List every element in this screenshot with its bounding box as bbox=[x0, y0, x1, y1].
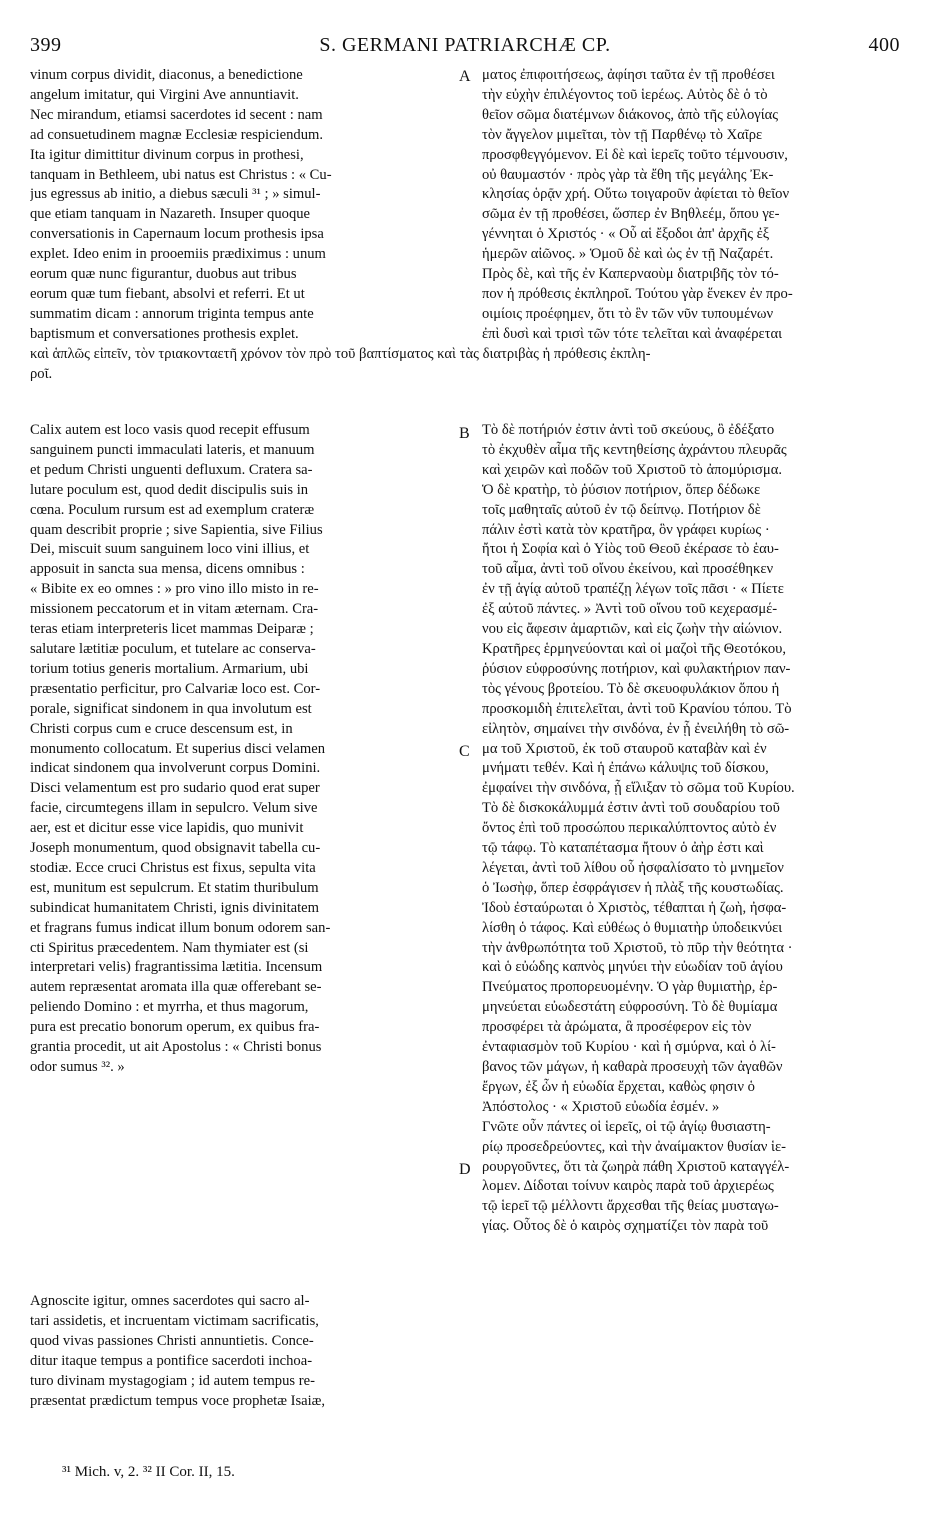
latin-text-line: præsentatio perficitur, pro Calvariæ loco est. Cor- bbox=[30, 680, 321, 697]
latin-text-line: subindicat humanitatem Christi, ignis divinitatem bbox=[30, 899, 320, 916]
greek-text-line: οιμίοις προέφημεν, ὅτι τὸ ἓν τῶν νῦν τυπουμένων bbox=[482, 305, 774, 322]
greek-text-line: τῷ τάφῳ. Τὸ καταπέτασμα ἤτουν ὁ ἀὴρ ἐστι καὶ bbox=[482, 840, 764, 857]
latin-text-line: Christi corpus cum e cruce descensum est, in bbox=[30, 720, 293, 737]
greek-text-line: προσκομιδὴ ἐπιτελεῖται, ἀντὶ τοῦ Κρανίου τόπου. Τὸ bbox=[482, 700, 792, 717]
latin-text-line: explet. Ideo enim in prooemiis prædiximus : unum bbox=[30, 246, 326, 263]
running-header bbox=[30, 34, 900, 60]
latin-text-line: vinum corpus dividit, diaconus, a benedictione bbox=[30, 67, 303, 83]
greek-text-line: τὴν ἀνθρωπότητα τοῦ Χριστοῦ, τὸ πῦρ τὴν θεότητα · bbox=[482, 939, 793, 956]
greek-text-line: καὶ ὁ εὐώδης καπνὸς μηνύει τὴν εὐωδίαν τοῦ ἁγίου bbox=[482, 959, 783, 976]
latin-text-line: ditur itaque tempus a pontifice sacerdoti inchoa- bbox=[30, 1352, 313, 1369]
greek-text-line: τὸ ἐκχυθὲν αἷμα τῆς κεντηθείσης ἀχράντου πλευρᾶς bbox=[482, 441, 787, 458]
greek-text-line: τοῦ αἷμα, ἀντὶ τοῦ οἴνου ἐκείνου, καὶ προσέθηκεν bbox=[482, 561, 774, 578]
latin-text-line: que etiam tanquam in Nazareth. Insuper quoque bbox=[30, 206, 311, 223]
latin-text-line: jus egressus ab initio, a diebus sæculi ³¹ ; » simul- bbox=[30, 186, 321, 203]
latin-text-line: turo divinam mystagogiam ; id autem tempus re- bbox=[30, 1372, 315, 1389]
greek-text-line: ρίῳ προσεδρεύοντες, καὶ τὴν ἀναίμακτον θυσίαν ἱε- bbox=[482, 1138, 786, 1155]
greek-text-line: μηνεύεται εὐωδεστάτη εὐφροσύνη. Τὸ δὲ θυμίαμα bbox=[482, 999, 778, 1016]
greek-full-width-line bbox=[30, 345, 902, 385]
page-number-right: 400 bbox=[868, 34, 900, 56]
greek-text-line: λίσθη ὁ τάφος. Καὶ εὐθέως ὁ θυμιατὴρ ὑποδεικνύει bbox=[482, 919, 783, 936]
greek-text-line: ῥύσιον εὐφροσύνης ποτήριον, καὶ φυλακτήριον παν- bbox=[482, 660, 791, 677]
greek-text-line: τὸς γένους βροτείου. Τὸ δὲ σκευοφυλάκιον ὅπου ἡ bbox=[482, 680, 780, 697]
greek-text-line: γίας. Οὗτος δὲ ὁ καιρὸς σχηματίζει τὸν παρὰ τοῦ bbox=[482, 1218, 769, 1235]
section-marker-a: A bbox=[459, 68, 471, 85]
latin-text-line: stodiæ. Ecce cruci Christus est fixus, sepulta vita bbox=[30, 859, 316, 876]
greek-text-line: μνήματι τεθέν. Καὶ ἡ ἐπάνω κάλυψις τοῦ δίσκου, bbox=[482, 760, 769, 777]
latin-text-line: grantia procedit, ut ait Apostolus : « Christi bonus bbox=[30, 1039, 322, 1056]
latin-text-line: et fragrans fumus indicat illum bonum odorem san- bbox=[30, 919, 331, 936]
greek-text-line: τῷ ἱερεῖ τῷ μέλλοντι ἄρχεσθαι τῆς θείας μυσταγω- bbox=[482, 1198, 779, 1215]
footnotes: ³¹ Mich. v, 2. ³² II Cor. II, 15. bbox=[62, 1464, 235, 1480]
latin-text-line: quod vivas passiones Christi annuntietis. Conce- bbox=[30, 1332, 314, 1349]
latin-text-line: baptismum et conversationes prothesis explet. bbox=[30, 325, 299, 342]
greek-text-line: πάλιν ἐστὶ κατὰ τὸν κρατῆρα, ὃν γράφει κυρίως · bbox=[482, 521, 770, 538]
latin-text-line: cœna. Poculum rursum est ad exemplum crateræ bbox=[30, 501, 315, 518]
greek-text-line: ἤτοι ἡ Σοφία καὶ ὁ Υἱὸς τοῦ Θεοῦ ἐκέρασε τὸ ἑαυ- bbox=[482, 541, 779, 558]
latin-text-line: facie, circumtegens illam in sepulcro. Velum sive bbox=[30, 800, 318, 817]
latin-column-bottom bbox=[30, 1292, 460, 1411]
latin-text-line: missionem peccatorum et in vitam æternam. Cra- bbox=[30, 601, 319, 618]
greek-text-line: τοῖς μαθηταῖς αὐτοῦ ἐν τῷ δείπνῳ. Ποτήριον δὲ bbox=[482, 501, 761, 518]
latin-text-line: Ita igitur dimittitur divinum corpus in prothesi, bbox=[30, 146, 304, 163]
latin-text-line: indicat sindonem qua involverunt corpus Domini. bbox=[30, 760, 321, 777]
latin-text-line: peliendo Domino : et myrrha, et thus magorum, bbox=[30, 999, 309, 1016]
greek-text-line: γέννηται ὁ Χριστός · « Οὗ αἱ ἔξοδοι ἀπ' ἀρχῆς ἐξ bbox=[482, 226, 770, 243]
page-number-left: 399 bbox=[30, 34, 62, 56]
greek-column-middle bbox=[482, 421, 902, 1237]
greek-text-line: θεῖον σῶμα διατέμνων διάκονος, ἀπὸ τῆς εὐλογίας bbox=[482, 106, 779, 123]
greek-text-line: νου εἰς ἄφεσιν ἁμαρτιῶν, καὶ εἰς ζωὴν τὴν αἰώνιον. bbox=[482, 621, 783, 638]
greek-text-line: Κρατῆρες ἑρμηνεύονται καὶ οἱ μαζοὶ τῆς Θεοτόκου, bbox=[482, 640, 787, 657]
latin-text-line: aer, est et dicitur esse vice lapidis, quo munivit bbox=[30, 820, 304, 837]
running-title: S. GERMANI PATRIARCHÆ CP. bbox=[319, 34, 611, 56]
greek-text-line: Πνεύματος προπορευομένην. Ὁ γὰρ θυμιατὴρ, ἑρ- bbox=[482, 979, 778, 996]
latin-column-top bbox=[30, 66, 460, 345]
latin-text-line: angelum imitatur, qui Virgini Ave annuntiavit. bbox=[30, 86, 299, 103]
latin-text-line: eorum quæ nunc figurantur, duobus aut tribus bbox=[30, 266, 297, 283]
latin-text-line: eorum quæ tum fiebant, absolvi et referri. Et ut bbox=[30, 285, 305, 302]
latin-text-line: lutare poculum est, quod dedit discipulis suis in bbox=[30, 481, 309, 498]
greek-text-line: ματος ἐπιφοιτήσεως, ἀφίησι ταῦτα ἐν τῇ προθέσει bbox=[482, 67, 775, 83]
latin-text-line: tari assidetis, et incruentam victimam sacrificatis, bbox=[30, 1312, 319, 1329]
greek-text-line: Γνῶτε οὖν πάντες οἱ ἱερεῖς, οἱ τῷ ἁγίῳ θυσιαστη- bbox=[482, 1118, 771, 1135]
latin-text-line: conversationis in Capernaum locum prothesis ipsa bbox=[30, 226, 324, 243]
greek-text-line: ὁ Ἰωσὴφ, ὅπερ ἐσφράγισεν ἡ πλὰξ τῆς κουστωδίας. bbox=[482, 879, 784, 896]
greek-text-line: καὶ ἁπλῶς εἰπεῖν, τὸν τριακονταετῆ χρόνον τὸν πρὸ τοῦ βαπτίσματος καὶ τὰς διατριβὰς ἡ πρόθεσις ἐκπλη- bbox=[30, 346, 651, 362]
latin-text-line: porale, significat sindonem in qua involutum est bbox=[30, 700, 312, 717]
greek-text-line: ἐνταφιασμὸν τοῦ Κυρίου · καὶ ἡ σμύρνα, καὶ ὁ λί- bbox=[482, 1039, 776, 1056]
greek-text-line: Ἀπόστολος · « Χριστοῦ εὐωδία ἐσμέν. » bbox=[482, 1098, 720, 1115]
latin-text-line: et pedum Christi unguenti defluxum. Cratera sa- bbox=[30, 461, 313, 478]
greek-text-line: πον ἡ πρόθεσις ἐκπληροῖ. Τούτου γὰρ ἕνεκεν ἐν προ- bbox=[482, 285, 793, 302]
greek-column-top bbox=[482, 66, 902, 345]
latin-text-line: apposuit in sancta sua mensa, dicens omnibus : bbox=[30, 561, 305, 578]
greek-text-line: βανος τῶν μάγων, ἡ καθαρὰ προσευχὴ τῶν ἀγαθῶν bbox=[482, 1059, 783, 1075]
greek-text-line: καὶ χειρῶν καὶ ποδῶν τοῦ Χριστοῦ τὸ ἀπομύρισμα. bbox=[482, 461, 783, 478]
greek-text-line: Ἰδοὺ ἐσταύρωται ὁ Χριστὸς, τέθαπται ἡ ζωὴ, ἠσφα- bbox=[482, 899, 787, 916]
greek-text-line: μα τοῦ Χριστοῦ, ἐκ τοῦ σταυροῦ καταβὰν καὶ ἐν bbox=[482, 740, 767, 757]
latin-text-line: teras etiam interpreteris licet mammas Deiparæ ; bbox=[30, 621, 314, 638]
latin-text-line: summatim dicam : annorum triginta tempus ante bbox=[30, 305, 314, 322]
latin-text-line: Dei, miscuit suum sanguinem loco vini illius, et bbox=[30, 541, 310, 558]
greek-text-line: Τὸ δὲ ποτήριόν ἐστιν ἀντὶ τοῦ σκεύους, ὃ ἐδέξατο bbox=[482, 422, 775, 438]
latin-text-line: Nec mirandum, etiamsi sacerdotes id secent : nam bbox=[30, 106, 323, 123]
latin-text-line: autem repræsentat aromata illa quæ offerebant se- bbox=[30, 979, 322, 996]
latin-text-line: est, munitum est sepulcrum. Et statim thuribulum bbox=[30, 879, 319, 896]
latin-text-line: torium totius generis mortalium. Armarium, ubi bbox=[30, 660, 309, 677]
latin-text-line: salutare lætitiæ poculum, et tutelare ac conserva- bbox=[30, 640, 316, 657]
greek-text-line: λέγεται, ἀντὶ τοῦ λίθου οὗ ἠσφαλίσατο τὸ μνημεῖον bbox=[482, 859, 784, 876]
latin-text-line: interpretari velis) fragrantissima lætitia. Incensum bbox=[30, 959, 323, 976]
section-marker-d: D bbox=[459, 1161, 471, 1178]
greek-text-line: σῶμα ἐν τῇ προθέσει, ὥσπερ ἐν Βηθλεέμ, ὅπου γε- bbox=[482, 206, 780, 223]
greek-text-line: προσφέρει τὰ ἀρώματα, ἃ προσέφερον εἰς τὸν bbox=[482, 1019, 752, 1036]
greek-text-line: κλησίας ὁρᾷν χρή. Οὕτω τοιγαροῦν ἀφίεται τὸ θεῖον bbox=[482, 186, 790, 203]
latin-text-line: monumento collocatum. Et superius disci velamen bbox=[30, 740, 326, 757]
latin-text-line: Calix autem est loco vasis quod recepit effusum bbox=[30, 422, 310, 438]
greek-text-line: ὄντος ἐπὶ τοῦ προσώπου περικαλύπτοντος αὐτὸ ἐν bbox=[482, 820, 777, 837]
latin-text-line: pura est precatio bonorum operum, ex quibus fra- bbox=[30, 1019, 320, 1036]
latin-text-line: præsentat prædictum tempus voce prophetæ Isaiæ, bbox=[30, 1392, 326, 1409]
section-marker-c: C bbox=[459, 743, 470, 760]
greek-text-line: ἐν τῇ ἁγίᾳ αὐτοῦ τραπέζῃ λέγων τοῖς πᾶσι · « Πίετε bbox=[482, 581, 784, 598]
latin-text-line: odor sumus ³². » bbox=[30, 1059, 125, 1075]
greek-text-line: τὴν εὐχὴν ἐπιλέγοντος τοῦ ἱερέως. Αὐτὸς δὲ ὁ τὸ bbox=[482, 86, 768, 103]
greek-text-line: ἐξ αὐτοῦ πάντες. » Ἀντὶ τοῦ οἴνου τοῦ κεχερασμέ- bbox=[482, 601, 778, 618]
latin-text-line: Agnoscite igitur, omnes sacerdotes qui sacro al- bbox=[30, 1293, 310, 1309]
greek-text-line: Ὁ δὲ κρατὴρ, τὸ ῥύσιον ποτήριον, ὅπερ δέδωκε bbox=[482, 481, 761, 498]
latin-column-middle bbox=[30, 421, 460, 1078]
greek-text-line: εἰλητὸν, σημαίνει τὴν σινδόνα, ἐν ᾗ ἐνειλήθη τὸ σῶ- bbox=[482, 720, 790, 737]
greek-text-line: ἡμερῶν αἰῶνος. » Ὁμοῦ δὲ καὶ ὡς ἐν τῇ Ναζαρέτ. bbox=[482, 246, 774, 263]
greek-text-line: ροῖ. bbox=[30, 365, 53, 382]
greek-text-line: ρουργοῦντες, ὅτι τὰ ζωηρὰ πάθη Χριστοῦ καταγγέλ- bbox=[482, 1158, 790, 1175]
greek-text-line: Πρὸς δὲ, καὶ τῆς ἐν Καπερναοὺμ διατριβῆς τὸν τό- bbox=[482, 266, 779, 283]
latin-text-line: cti Spiritus præcedentem. Nam thymiater est (si bbox=[30, 939, 309, 956]
latin-text-line: Joseph monumentum, quod obsignavit tabella cu- bbox=[30, 840, 321, 857]
section-marker-b: B bbox=[459, 425, 470, 442]
greek-text-line: Τὸ δὲ δισκοκάλυμμά ἐστιν ἀντὶ τοῦ σουδαρίου τοῦ bbox=[482, 800, 780, 817]
greek-text-line: ἐπὶ δυσὶ καὶ τρισὶ τῶν τότε τελεῖται καὶ ἀναφέρεται bbox=[482, 325, 783, 342]
latin-text-line: quam describit proprie ; sive Sapientia, sive Filius bbox=[30, 521, 323, 538]
greek-text-line: οὐ θαυμαστόν · πρὸς γὰρ τὰ ἔθη τῆς μεγάλης Ἐκ- bbox=[482, 166, 774, 183]
greek-text-line: προσφθεγγόμενον. Εἰ δὲ καὶ ἱερεῖς τοῦτο τέμνουσιν, bbox=[482, 146, 788, 163]
latin-text-line: sanguinem puncti immaculati lateris, et manuum bbox=[30, 441, 315, 458]
greek-text-line: λομεν. Δίδοται τοίνυν καιρὸς παρὰ τοῦ ἀρχιερέως bbox=[482, 1178, 774, 1195]
greek-text-line: τὸν ἄγγελον μιμεῖται, τὸν τῇ Παρθένῳ τὸ Χαῖρε bbox=[482, 126, 763, 143]
greek-text-line: ἔργων, ἐξ ὧν ἡ εὐωδία ἔρχεται, καθὼς φησιν ὁ bbox=[482, 1078, 755, 1095]
latin-text-line: tanquam in Bethleem, ubi natus est Christus : « Cu- bbox=[30, 166, 332, 183]
latin-text-line: Disci velamentum est pro sudario quod erat super bbox=[30, 780, 320, 797]
greek-text-line: ἐμφαίνει τὴν σινδόνα, ᾗ εἵλιξαν τὸ σῶμα τοῦ Κυρίου. bbox=[482, 780, 795, 797]
latin-text-line: ad consuetudinem magnæ Ecclesiæ respiciendum. bbox=[30, 126, 324, 143]
latin-text-line: « Bibite ex eo omnes : » pro vino illo misto in re- bbox=[30, 581, 319, 598]
